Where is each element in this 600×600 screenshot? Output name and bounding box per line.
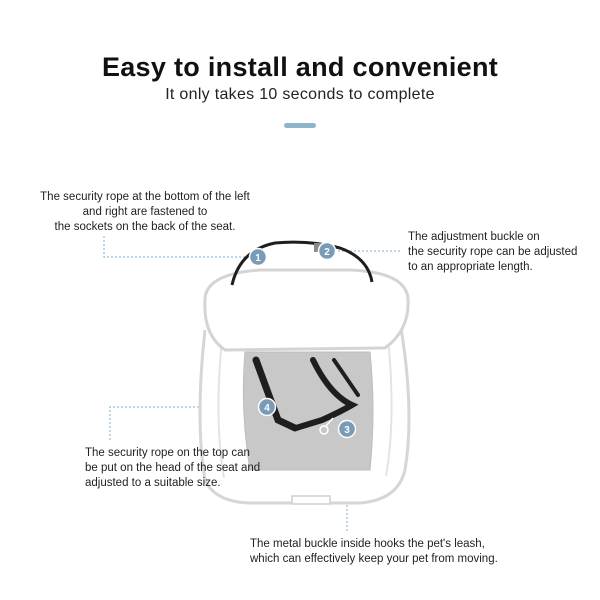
callout-2-line: the security rope can be adjusted <box>408 246 578 258</box>
badge-3-label: 3 <box>344 425 350 436</box>
leader-line-1 <box>104 236 250 257</box>
callout-3-line: The metal buckle inside hooks the pet's leash, <box>250 538 485 550</box>
callout-2-line: to an appropriate length. <box>408 261 533 273</box>
seat-top-cushion <box>205 270 408 350</box>
badge-2-label: 2 <box>324 247 330 258</box>
badge-4-label: 4 <box>264 403 270 414</box>
callout-4-line: adjusted to a suitable size. <box>85 477 221 489</box>
badge-1-label: 1 <box>255 253 261 264</box>
callout-4-text <box>85 446 285 491</box>
page-subtitle: It only takes 10 seconds to complete <box>165 86 435 103</box>
callout-3-line: which can effectively keep your pet from moving. <box>250 553 498 565</box>
callout-2-line: The adjustment buckle on <box>408 231 540 243</box>
callout-1-line: the sockets on the back of the seat. <box>54 221 236 233</box>
callout-3-text <box>250 537 550 567</box>
callout-4-line: The security rope on the top can <box>85 447 250 459</box>
page-title: Easy to install and convenient <box>101 52 499 82</box>
callout-4-line: be put on the head of the seat and <box>85 462 261 474</box>
badge-3 <box>339 421 356 438</box>
badge-1 <box>250 249 267 266</box>
badge-2 <box>319 243 336 260</box>
badge-4 <box>259 399 276 416</box>
callout-1-line: The security rope at the bottom of the left <box>40 191 250 203</box>
callout-1-line: and right are fastened to <box>82 206 208 218</box>
callout-2-text <box>408 230 598 275</box>
callout-1-text <box>30 190 260 235</box>
